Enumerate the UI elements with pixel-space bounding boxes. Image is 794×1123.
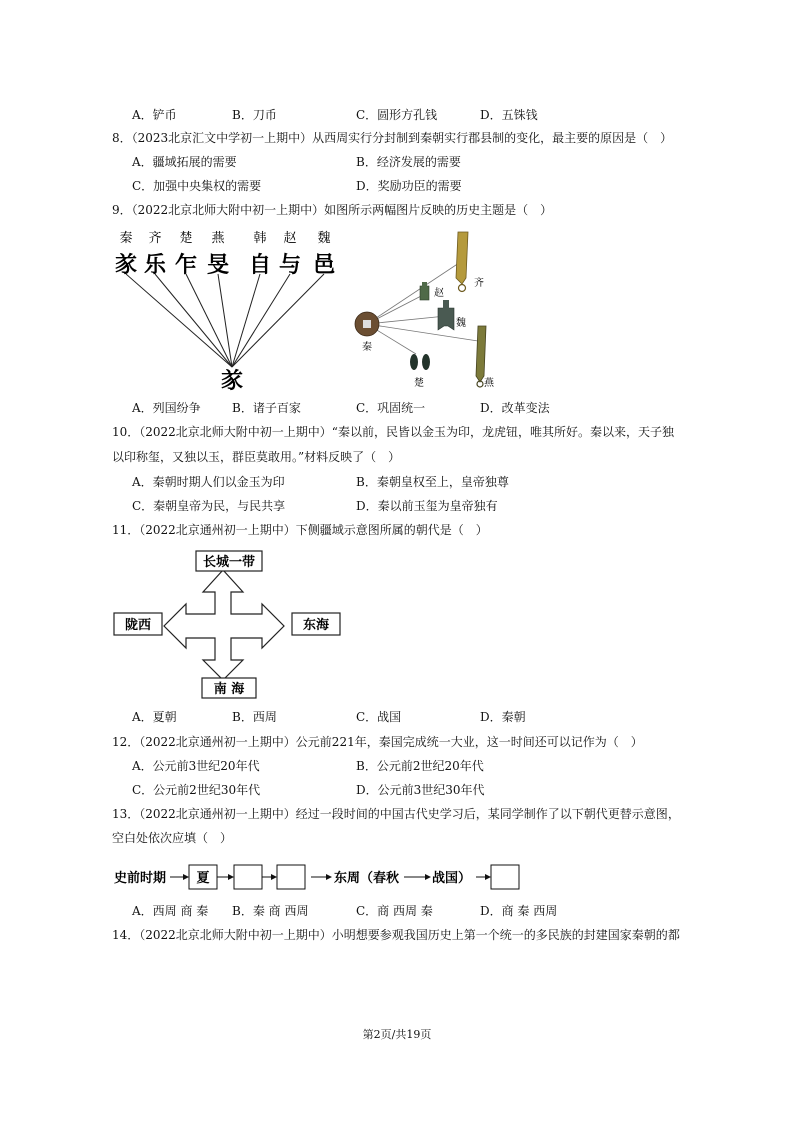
west-label: 陇西 [124, 618, 152, 633]
spade-coin-large-icon [438, 300, 454, 330]
q11-option-a[interactable]: A．夏朝 [132, 710, 177, 724]
blank-box-3[interactable] [491, 865, 519, 889]
q13-option-c[interactable]: C．商 西周 秦 [356, 904, 433, 918]
q12-options-row2 [132, 782, 692, 798]
q11-stem: 11．（2022北京通州初一上期中）下侧疆域示意图所属的朝代是（ ） [112, 523, 488, 537]
q9-option-a[interactable]: A．列国纷争 [132, 401, 201, 415]
east-label: 东海 [302, 618, 330, 633]
warring-states-label: 战国） [432, 871, 472, 886]
state-label: 韩 [253, 231, 267, 246]
q10-stem-line2: 以印称玺，又独以玉，群臣莫敢用。”材料反映了（ ） [112, 450, 401, 464]
state-label: 楚 [179, 231, 193, 246]
q7-option-b[interactable]: B．刀币 [232, 108, 277, 122]
state-label: 赵 [283, 231, 297, 246]
state-label: 秦 [119, 231, 133, 246]
state-label: 齐 [148, 231, 162, 246]
q7-options [132, 107, 692, 123]
q13-dynasty-flowchart [112, 862, 526, 892]
unified-glyph: 㒸 [220, 368, 244, 392]
blank-box-1[interactable] [234, 865, 262, 889]
q12-options-row1 [132, 758, 692, 774]
q12-option-d[interactable]: D．公元前3世纪30年代 [356, 783, 485, 797]
q10-options-row2 [132, 498, 692, 514]
ant-nose-coin-icon [410, 354, 430, 370]
q10-option-a[interactable]: A．秦朝时期人们以金玉为印 [132, 475, 285, 489]
prehistoric-label: 史前时期 [114, 871, 167, 886]
q13-stem-line1: 13．（2022北京通州初一上期中）经过一段时间的中国古代史学习后，某同学制作了以下朝代更替示意图， [112, 807, 680, 821]
q11-option-b[interactable]: B．西周 [232, 710, 277, 724]
q9-option-d[interactable]: D．改革变法 [480, 401, 550, 415]
ancient-glyph: 乐 [143, 252, 167, 278]
north-label: 长城一带 [202, 555, 256, 570]
q13-option-d[interactable]: D．商 秦 西周 [480, 904, 558, 918]
knife-coin-icon [456, 232, 468, 292]
blank-box-2[interactable] [277, 865, 305, 889]
q7-option-c[interactable]: C．圆形方孔钱 [356, 108, 438, 122]
state-label: 燕 [211, 231, 225, 246]
round-coin-icon [355, 312, 379, 336]
q12-stem: 12．（2022北京通州初一上期中）公元前221年，秦国完成统一大业，这一时间还可以记作为（ ） [112, 735, 643, 749]
q13-stem-line2: 空白处依次应填（ ） [112, 831, 233, 845]
q9-options [132, 400, 692, 416]
cross-arrow-outline [164, 570, 284, 680]
ancient-glyph: 旻 [206, 252, 230, 278]
q8-stem: 8．（2023北京汇文中学初一上期中）从西周实行分封制到秦朝实行郡县制的变化，最主要的原因是（ ） [112, 131, 673, 145]
q10-stem-line1: 10．（2022北京北师大附中初一上期中）“秦以前，民皆以金玉为印，龙虎钮，唯其所好。秦以来，天子独 [112, 425, 674, 439]
q8-options-row2 [132, 178, 692, 194]
q10-option-d[interactable]: D．秦以前玉玺为皇帝独有 [356, 499, 498, 513]
q12-option-b[interactable]: B．公元前2世纪20年代 [356, 759, 484, 773]
eastern-zhou-label: 东周（春秋 [334, 871, 400, 886]
coin-label-qi: 齐 [474, 278, 484, 289]
q13-option-a[interactable]: A．西周 商 秦 [132, 904, 209, 918]
q10-option-b[interactable]: B．秦朝皇权至上，皇帝独尊 [356, 475, 509, 489]
q14-stem: 14．（2022北京北师大附中初一上期中）小明想要参观我国历史上第一个统一的多民族的封建国家秦朝的都 [112, 928, 680, 942]
q11-territory-diagram [112, 548, 348, 700]
q7-option-d[interactable]: D．五铢钱 [480, 108, 538, 122]
spade-coin-small-icon [420, 282, 429, 300]
south-label: 南 海 [213, 682, 245, 697]
coin-label-qin: 秦 [362, 342, 372, 353]
q11-option-c[interactable]: C．战国 [356, 710, 402, 724]
ancient-glyph: 自 [248, 252, 272, 278]
q13-options [132, 903, 692, 919]
q8-option-a[interactable]: A．疆域拓展的需要 [132, 155, 237, 169]
q8-option-c[interactable]: C．加强中央集权的需要 [132, 179, 262, 193]
coin-label-zhao: 赵 [434, 288, 444, 299]
q8-option-b[interactable]: B．经济发展的需要 [356, 155, 461, 169]
q9-option-c[interactable]: C．巩固统一 [356, 401, 426, 415]
q10-option-c[interactable]: C．秦朝皇帝为民，与民共享 [132, 499, 286, 513]
q8-options-row1 [132, 154, 692, 170]
page-number: 第2页/共19页 [362, 1028, 432, 1041]
q13-option-b[interactable]: B．秦 商 西周 [232, 904, 309, 918]
ancient-glyph: 㒸 [114, 252, 138, 278]
q9-figure-right [350, 226, 510, 394]
coin-label-wei: 魏 [456, 318, 466, 329]
q9-stem: 9．（2022北京北师大附中初一上期中）如图所示两幅图片反映的历史主题是（ ） [112, 203, 553, 217]
q9-figure-left [112, 222, 342, 392]
q11-options [132, 709, 692, 725]
q11-option-d[interactable]: D．秦朝 [480, 710, 526, 724]
q9-option-b[interactable]: B．诸子百家 [232, 401, 301, 415]
ancient-glyph: 乍 [174, 252, 198, 278]
ancient-glyph: 邑 [312, 252, 336, 278]
q12-option-c[interactable]: C．公元前2世纪30年代 [132, 783, 261, 797]
q8-option-d[interactable]: D．奖励功臣的需要 [356, 179, 462, 193]
q12-option-a[interactable]: A．公元前3世纪20年代 [132, 759, 260, 773]
coin-label-chu: 楚 [414, 378, 424, 389]
q10-options-row1 [132, 474, 692, 490]
coin-label-yan: 燕 [484, 378, 494, 389]
q7-option-a[interactable]: A．铲币 [132, 108, 177, 122]
ancient-glyph: 与 [278, 252, 302, 278]
character-fan-lines [126, 274, 324, 367]
state-label: 魏 [317, 231, 331, 246]
xia-label: 夏 [196, 871, 210, 886]
